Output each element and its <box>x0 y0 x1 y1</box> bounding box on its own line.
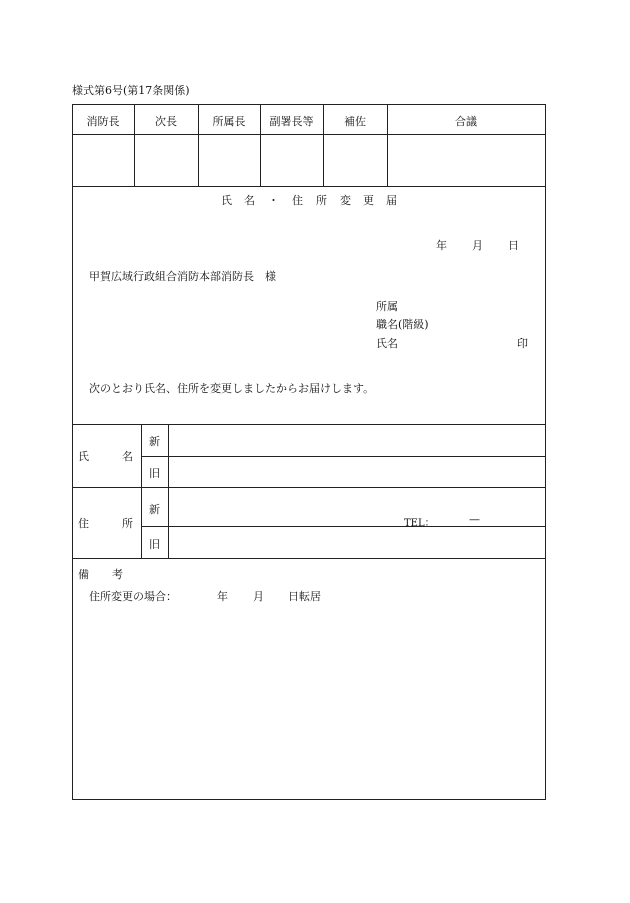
tel-separator: — <box>469 513 480 526</box>
approval-header: 補佐 <box>344 115 366 128</box>
remarks-move-text: 住所変更の場合： <box>89 590 177 603</box>
approval-header: 消防長 <box>86 115 120 128</box>
title-char: 名 <box>244 194 255 207</box>
address-old-label: 旧 <box>149 538 160 551</box>
affiliation-label: 所属 <box>376 300 398 313</box>
approval-header: 合議 <box>455 115 477 128</box>
address-new-label: 新 <box>149 503 160 516</box>
rank-label: 職名(階級) <box>376 318 429 331</box>
seal-label: 印 <box>517 337 528 350</box>
approval-stamp-cell[interactable] <box>261 135 323 186</box>
title-char: 所 <box>316 194 327 207</box>
name-label: 氏名 <box>376 337 398 350</box>
approval-stamp-cell[interactable] <box>388 135 545 186</box>
old-name-field[interactable] <box>169 457 545 487</box>
name-row-label: 氏 <box>78 450 89 463</box>
title-char: 氏 <box>221 194 232 207</box>
approval-header: 次長 <box>155 115 177 128</box>
approval-header: 副署長等 <box>269 115 314 128</box>
date-year-label: 年 <box>436 239 447 252</box>
title-char: 届 <box>386 194 397 207</box>
approval-stamp-cell[interactable] <box>199 135 260 186</box>
name-old-label: 旧 <box>149 467 160 480</box>
remarks-label: 備 <box>78 568 89 581</box>
remarks-label: 考 <box>112 568 123 581</box>
name-new-label: 新 <box>149 435 160 448</box>
addressee: 甲賀広域行政組合消防本部消防長 様 <box>89 270 276 283</box>
new-name-field[interactable] <box>169 425 545 456</box>
approval-stamp-cell[interactable] <box>135 135 198 186</box>
approval-stamp-cell[interactable] <box>73 135 134 186</box>
approval-header: 所属長 <box>212 115 246 128</box>
remarks-area[interactable] <box>73 605 545 799</box>
statement: 次のとおり氏名、住所を変更しましたからお届けします。 <box>89 382 375 395</box>
remarks-month: 月 <box>253 590 264 603</box>
address-row-label: 所 <box>122 517 133 530</box>
tel-label: TEL： <box>404 518 435 529</box>
remarks-year: 年 <box>217 590 228 603</box>
date-day-label: 日 <box>508 239 519 252</box>
new-address-field[interactable] <box>169 488 545 526</box>
address-row-label: 住 <box>78 517 89 530</box>
title-char: 更 <box>363 194 374 207</box>
approval-stamp-cell[interactable] <box>324 135 387 186</box>
name-row-label: 名 <box>122 450 133 463</box>
form-number: 様式第6号(第17条関係) <box>72 84 190 97</box>
title-char: 変 <box>340 194 351 207</box>
title-char: ・ <box>268 194 279 207</box>
old-address-field[interactable] <box>169 527 545 558</box>
date-month-label: 月 <box>472 239 483 252</box>
remarks-day: 日転居 <box>288 590 321 603</box>
title-char: 住 <box>292 194 303 207</box>
